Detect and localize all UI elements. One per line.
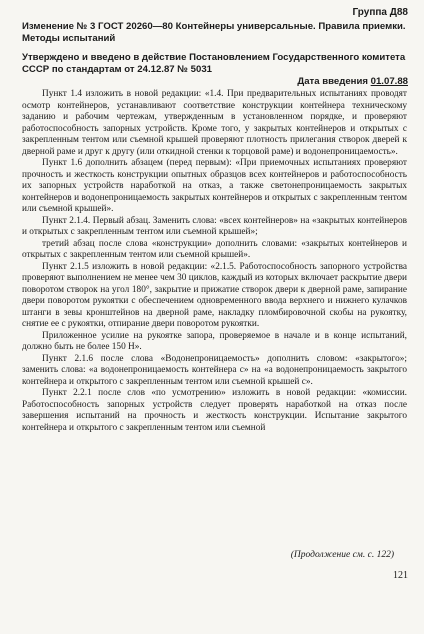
date-label: Дата введения	[297, 76, 368, 87]
group-label: Группа Д88	[352, 7, 408, 18]
paragraph: Пункт 2.1.5 изложить в новой редакции: «2.1.5. Работоспособность запорного устройства проверяют выполнением не менее чем 30 циклов, каждый из которых включает раскрытие двери поворотом створок на угол 180°, закрытие и прижатие створок двери к дверной раме, запирание двери поворотом рукоятки с обеспечением одновременного ввода верхнего и нижнего кулачков штанги в зевы кронштейнов на дверной раме, накладку пломбировочной скобы на рукоятку, снятие ее с рукоятки, отпирание двери поворотом рукоятки.	[22, 261, 407, 329]
continuation-note: (Продолжение см. с. 122)	[290, 550, 394, 560]
approval-statement: Утверждено и введено в действие Постановлением Государственного комитета СССР по стандартам от 24.12.87 № 5031	[22, 52, 406, 75]
amendment-title: Изменение № 3 ГОСТ 20260—80 Контейнеры универсальные. Правила приемки. Методы испытаний	[22, 21, 406, 44]
paragraph: Пункт 1.6 дополнить абзацем (перед первым): «При приемочных испытаниях проверяют прочность и жесткость конструкции опытных образцов всех контейнеров и работоспособность их запорных устройств наработкой на отказ, а также светонепроницаемость закрытых контейнеров и водонепроницаемость закрытых контейнеров и открытых с закрепленным тентом или съемной крышей».	[22, 158, 407, 214]
paragraph: Приложенное усилие на рукоятке запора, проверяемое в начале и в конце испытаний, должно быть не более 150 Н».	[22, 330, 407, 352]
paragraph: Пункт 2.1.6 после слова «Водонепроницаемость» дополнить словом: «закрытого»; заменить слова: «а водонепроницаемость контейнера с» на «а водонепроницаемость закрытого контейнера и открытого с закрепленным тентом или съемной крышей с».	[22, 353, 407, 387]
amendment-body	[22, 89, 407, 434]
paragraph: Пункт 2.1.4. Первый абзац. Заменить слова: «всех контейнеров» на «закрытых контейнеров и открытых с закрепленным тентом или съемной крышей»;	[22, 215, 407, 237]
page-number: 121	[393, 570, 408, 581]
introduction-date	[297, 76, 408, 87]
paragraph: третий абзац после слова «конструкции» дополнить словами: «закрытых контейнеров и открытых с закрепленным тентом или съемной крышей».	[22, 238, 407, 260]
date-value: 01.07.88	[370, 76, 408, 87]
paragraph: Пункт 1.4 изложить в новой редакции: «1.4. При предварительных испытаниях проводят осмотр контейнеров, устанавливают соответствие конструкции контейнера техническому заданию и рабочим чертежам, утвержденным в установленном порядке, и проверяют работоспособность запорных устройств. Кроме того, у закрытых контейнеров и открытых с закрепленным тентом или съемной крышей проверяют плотность прилегания створок дверей к дверной раме и друг к другу (или откидной стенки к торцовой раме) и водонепроницаемость».	[22, 89, 407, 157]
paragraph: Пункт 2.2.1 после слов «по усмотрению» изложить в новой редакции: «комиссии. Работоспособность запорных устройств следует проверять наработкой на отказ после завершения испытаний на прочность и жесткость конструкции. Испытание закрытого контейнера и открытого с закрепленным тентом или съемной	[22, 388, 407, 433]
